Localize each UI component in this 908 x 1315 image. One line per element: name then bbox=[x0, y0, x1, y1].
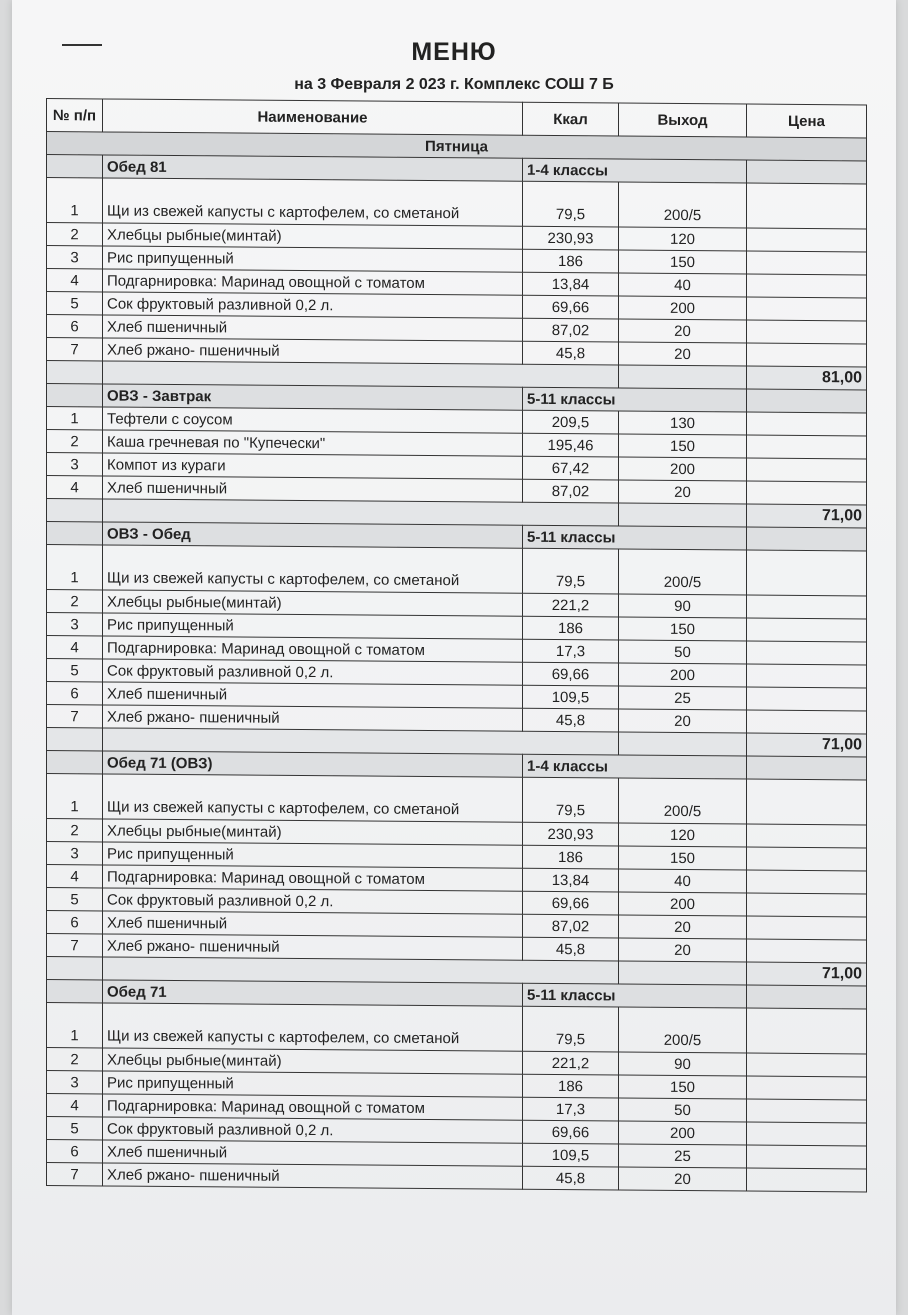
item-kcal: 87,02 bbox=[523, 479, 619, 503]
item-price bbox=[747, 458, 867, 482]
item-name: Каша гречневая по "Купечески" bbox=[103, 430, 523, 456]
item-price bbox=[747, 893, 867, 917]
menu-sheet bbox=[12, 0, 896, 1315]
item-price bbox=[747, 1076, 867, 1100]
item-output: 150 bbox=[619, 434, 747, 458]
item-name: Подгарнировка: Маринад овощной с томатом bbox=[103, 636, 523, 662]
item-price bbox=[747, 412, 867, 436]
item-output: 50 bbox=[619, 640, 747, 664]
item-name: Щи из свежей капусты с картофелем, со сметаной bbox=[103, 545, 523, 593]
item-number: 6 bbox=[47, 315, 103, 338]
item-price bbox=[747, 1053, 867, 1077]
item-kcal: 186 bbox=[523, 845, 619, 869]
item-kcal: 45,8 bbox=[523, 341, 619, 365]
item-price bbox=[747, 939, 867, 963]
item-number: 5 bbox=[47, 292, 103, 315]
item-kcal: 79,5 bbox=[523, 181, 619, 227]
item-name: Хлебцы рыбные(минтай) bbox=[103, 223, 523, 249]
item-name: Щи из свежей капусты с картофелем, со сметаной bbox=[103, 774, 523, 822]
item-kcal: 69,66 bbox=[523, 295, 619, 319]
item-number: 3 bbox=[47, 613, 103, 636]
item-kcal: 45,8 bbox=[523, 937, 619, 961]
item-price bbox=[747, 1099, 867, 1123]
item-kcal: 67,42 bbox=[523, 456, 619, 480]
section-title: Обед 71 bbox=[103, 980, 523, 1006]
item-kcal: 221,2 bbox=[523, 593, 619, 617]
item-number: 6 bbox=[47, 911, 103, 934]
item-output: 20 bbox=[619, 319, 747, 343]
item-name: Хлебцы рыбные(минтай) bbox=[103, 819, 523, 845]
item-price bbox=[747, 320, 867, 344]
section-price-blank bbox=[747, 985, 867, 1009]
section-total-price: 71,00 bbox=[747, 962, 867, 986]
item-price bbox=[747, 1145, 867, 1169]
col-header-number: № п/п bbox=[47, 99, 103, 132]
item-price bbox=[747, 1122, 867, 1146]
section-price-blank bbox=[747, 389, 867, 413]
item-number: 5 bbox=[47, 888, 103, 911]
item-number: 5 bbox=[47, 659, 103, 682]
item-name: Хлеб ржано- пшеничный bbox=[103, 934, 523, 960]
item-number: 2 bbox=[47, 223, 103, 246]
item-output: 20 bbox=[619, 480, 747, 504]
item-number: 7 bbox=[47, 1163, 103, 1186]
item-output: 25 bbox=[619, 1144, 747, 1168]
item-kcal: 186 bbox=[523, 616, 619, 640]
item-number: 4 bbox=[47, 865, 103, 888]
item-price bbox=[747, 710, 867, 734]
item-name: Щи из свежей капусты с картофелем, со сметаной bbox=[103, 178, 523, 226]
total-blank-3 bbox=[619, 961, 747, 985]
item-name: Рис припущенный bbox=[103, 613, 523, 639]
item-kcal: 69,66 bbox=[523, 1120, 619, 1144]
item-output: 200 bbox=[619, 892, 747, 916]
item-price bbox=[747, 228, 867, 252]
item-name: Сок фруктовый разливной 0,2 л. bbox=[103, 292, 523, 318]
item-name: Рис припущенный bbox=[103, 246, 523, 272]
item-output: 200 bbox=[619, 296, 747, 320]
item-name: Сок фруктовый разливной 0,2 л. bbox=[103, 888, 523, 914]
item-number: 2 bbox=[47, 430, 103, 453]
item-price bbox=[747, 641, 867, 665]
item-output: 200/5 bbox=[619, 1007, 747, 1053]
total-blank-1 bbox=[47, 499, 103, 522]
item-output: 120 bbox=[619, 227, 747, 251]
item-number: 1 bbox=[47, 1003, 103, 1048]
item-kcal: 69,66 bbox=[523, 891, 619, 915]
item-name: Хлеб ржано- пшеничный bbox=[103, 705, 523, 731]
section-price-blank bbox=[747, 756, 867, 780]
item-output: 20 bbox=[619, 342, 747, 366]
item-number: 2 bbox=[47, 1048, 103, 1071]
section-number-blank bbox=[47, 384, 103, 407]
section-grade: 5-11 классы bbox=[523, 525, 747, 550]
item-kcal: 17,3 bbox=[523, 1097, 619, 1121]
col-header-output: Выход bbox=[619, 103, 747, 137]
item-kcal: 45,8 bbox=[523, 1166, 619, 1190]
item-kcal: 13,84 bbox=[523, 272, 619, 296]
item-output: 20 bbox=[619, 938, 747, 962]
item-name: Компот из кураги bbox=[103, 453, 523, 479]
section-title: Обед 71 (ОВЗ) bbox=[103, 751, 523, 777]
item-output: 40 bbox=[619, 869, 747, 893]
total-blank-3 bbox=[619, 365, 747, 389]
col-header-kcal: Ккал bbox=[523, 102, 619, 136]
col-header-name: Наименование bbox=[103, 99, 523, 135]
item-number: 2 bbox=[47, 590, 103, 613]
item-output: 200/5 bbox=[619, 778, 747, 824]
section-price-blank bbox=[747, 160, 867, 184]
item-name: Хлебцы рыбные(минтай) bbox=[103, 1048, 523, 1074]
item-number: 4 bbox=[47, 476, 103, 499]
total-blank-1 bbox=[47, 728, 103, 751]
section-total-price: 81,00 bbox=[747, 366, 867, 390]
table-row bbox=[47, 1003, 867, 1054]
menu-body bbox=[47, 132, 867, 1192]
item-number: 7 bbox=[47, 705, 103, 728]
item-name: Хлеб ржано- пшеничный bbox=[103, 1163, 523, 1189]
item-number: 1 bbox=[47, 178, 103, 223]
section-grade: 5-11 классы bbox=[523, 387, 747, 412]
item-output: 150 bbox=[619, 1075, 747, 1099]
section-number-blank bbox=[47, 751, 103, 774]
item-price bbox=[747, 824, 867, 848]
item-output: 200 bbox=[619, 663, 747, 687]
page-title: МЕНЮ bbox=[411, 38, 497, 66]
item-name: Тефтели с соусом bbox=[103, 407, 523, 433]
item-number: 1 bbox=[47, 545, 103, 590]
item-name: Рис припущенный bbox=[103, 1071, 523, 1097]
item-number: 3 bbox=[47, 246, 103, 269]
item-kcal: 186 bbox=[523, 1074, 619, 1098]
item-number: 7 bbox=[47, 934, 103, 957]
item-number: 4 bbox=[47, 636, 103, 659]
table-row bbox=[47, 545, 867, 596]
item-price bbox=[747, 1168, 867, 1192]
item-price bbox=[747, 664, 867, 688]
item-kcal: 79,5 bbox=[523, 548, 619, 594]
item-price bbox=[747, 550, 867, 596]
item-output: 50 bbox=[619, 1098, 747, 1122]
item-price bbox=[747, 687, 867, 711]
item-name: Сок фруктовый разливной 0,2 л. bbox=[103, 1117, 523, 1143]
item-name: Хлеб пшеничный bbox=[103, 911, 523, 937]
item-kcal: 45,8 bbox=[523, 708, 619, 732]
item-kcal: 209,5 bbox=[523, 410, 619, 434]
item-price bbox=[747, 870, 867, 894]
menu-table bbox=[46, 98, 867, 1192]
table-row bbox=[47, 178, 867, 229]
item-output: 90 bbox=[619, 594, 747, 618]
item-price bbox=[747, 343, 867, 367]
item-name: Подгарнировка: Маринад овощной с томатом bbox=[103, 1094, 523, 1120]
item-kcal: 17,3 bbox=[523, 639, 619, 663]
section-title: ОВЗ - Обед bbox=[103, 522, 523, 548]
total-blank-1 bbox=[47, 361, 103, 384]
section-grade: 1-4 классы bbox=[523, 754, 747, 779]
total-blank-3 bbox=[619, 732, 747, 756]
item-number: 3 bbox=[47, 453, 103, 476]
total-blank-1 bbox=[47, 957, 103, 980]
item-kcal: 186 bbox=[523, 249, 619, 273]
item-output: 200 bbox=[619, 457, 747, 481]
item-name: Рис припущенный bbox=[103, 842, 523, 868]
item-output: 20 bbox=[619, 709, 747, 733]
item-price bbox=[747, 183, 867, 229]
item-output: 25 bbox=[619, 686, 747, 710]
item-kcal: 221,2 bbox=[523, 1051, 619, 1075]
item-output: 90 bbox=[619, 1052, 747, 1076]
day-label: Пятница bbox=[47, 132, 867, 161]
item-output: 200/5 bbox=[619, 549, 747, 595]
item-number: 2 bbox=[47, 819, 103, 842]
item-output: 200/5 bbox=[619, 182, 747, 228]
item-kcal: 13,84 bbox=[523, 868, 619, 892]
item-output: 20 bbox=[619, 915, 747, 939]
item-number: 4 bbox=[47, 1094, 103, 1117]
item-price bbox=[747, 847, 867, 871]
item-price bbox=[747, 274, 867, 298]
item-kcal: 87,02 bbox=[523, 318, 619, 342]
item-number: 5 bbox=[47, 1117, 103, 1140]
item-name: Хлебцы рыбные(минтай) bbox=[103, 590, 523, 616]
item-name: Сок фруктовый разливной 0,2 л. bbox=[103, 659, 523, 685]
item-output: 150 bbox=[619, 846, 747, 870]
item-price bbox=[747, 251, 867, 275]
table-row bbox=[47, 774, 867, 825]
item-name: Подгарнировка: Маринад овощной с томатом bbox=[103, 269, 523, 295]
item-price bbox=[747, 916, 867, 940]
item-kcal: 79,5 bbox=[523, 777, 619, 823]
page-subtitle: на 3 Февраля 2 023 г. Комплекс СОШ 7 Б bbox=[294, 76, 614, 93]
item-number: 1 bbox=[47, 774, 103, 819]
item-kcal: 109,5 bbox=[523, 685, 619, 709]
item-number: 6 bbox=[47, 1140, 103, 1163]
item-price bbox=[747, 481, 867, 505]
item-price bbox=[747, 618, 867, 642]
section-price-blank bbox=[747, 527, 867, 551]
item-name: Хлеб пшеничный bbox=[103, 476, 523, 502]
item-name: Хлеб пшеничный bbox=[103, 1140, 523, 1166]
item-name: Хлеб ржано- пшеничный bbox=[103, 338, 523, 364]
section-grade: 5-11 классы bbox=[523, 983, 747, 1008]
item-output: 150 bbox=[619, 250, 747, 274]
section-total-price: 71,00 bbox=[747, 504, 867, 528]
item-kcal: 230,93 bbox=[523, 226, 619, 250]
item-kcal: 69,66 bbox=[523, 662, 619, 686]
item-number: 4 bbox=[47, 269, 103, 292]
item-kcal: 195,46 bbox=[523, 433, 619, 457]
section-total-price: 71,00 bbox=[747, 733, 867, 757]
item-number: 1 bbox=[47, 407, 103, 430]
item-output: 40 bbox=[619, 273, 747, 297]
item-price bbox=[747, 297, 867, 321]
item-price bbox=[747, 435, 867, 459]
item-name: Хлеб пшеничный bbox=[103, 315, 523, 341]
item-price bbox=[747, 1008, 867, 1054]
section-number-blank bbox=[47, 155, 103, 178]
item-output: 120 bbox=[619, 823, 747, 847]
item-kcal: 87,02 bbox=[523, 914, 619, 938]
total-blank-3 bbox=[619, 503, 747, 527]
section-title: ОВЗ - Завтрак bbox=[103, 384, 523, 410]
section-number-blank bbox=[47, 980, 103, 1003]
item-name: Щи из свежей капусты с картофелем, со сметаной bbox=[103, 1003, 523, 1051]
item-output: 20 bbox=[619, 1167, 747, 1191]
item-kcal: 79,5 bbox=[523, 1006, 619, 1052]
item-kcal: 230,93 bbox=[523, 822, 619, 846]
item-number: 3 bbox=[47, 1071, 103, 1094]
item-number: 7 bbox=[47, 338, 103, 361]
section-title: Обед 81 bbox=[103, 155, 523, 181]
item-output: 150 bbox=[619, 617, 747, 641]
item-name: Хлеб пшеничный bbox=[103, 682, 523, 708]
item-price bbox=[747, 595, 867, 619]
item-output: 130 bbox=[619, 411, 747, 435]
menu-table-wrapper bbox=[46, 98, 866, 1192]
item-name: Подгарнировка: Маринад овощной с томатом bbox=[103, 865, 523, 891]
item-number: 3 bbox=[47, 842, 103, 865]
col-header-price: Цена bbox=[747, 104, 867, 138]
item-kcal: 109,5 bbox=[523, 1143, 619, 1167]
item-number: 6 bbox=[47, 682, 103, 705]
section-grade: 1-4 классы bbox=[523, 158, 747, 183]
item-output: 200 bbox=[619, 1121, 747, 1145]
section-number-blank bbox=[47, 522, 103, 545]
item-price bbox=[747, 779, 867, 825]
